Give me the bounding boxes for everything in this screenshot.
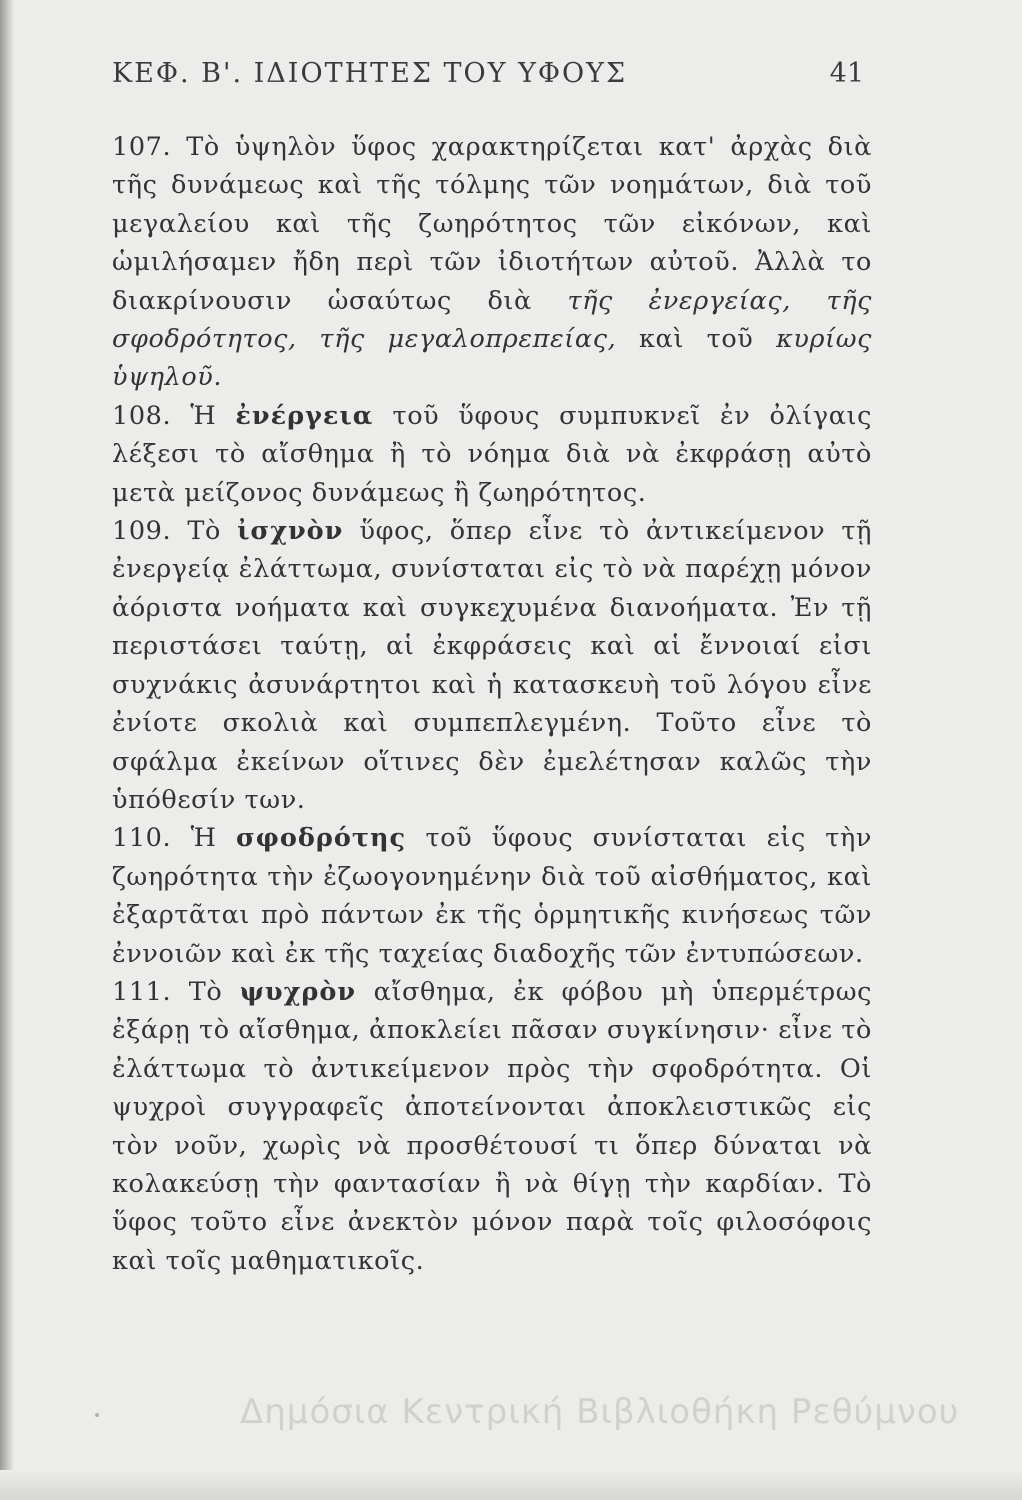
paragraph-107 — [112, 128, 872, 397]
scan-speck — [95, 1413, 99, 1417]
italic-text: κυρίως ὑψηλοῦ. — [112, 324, 872, 393]
term-heading: ἰσχνὸν — [237, 516, 344, 547]
paragraph-text: Τὸ — [171, 516, 238, 547]
paragraph-number: 109. — [112, 516, 172, 547]
paragraph-111 — [112, 973, 872, 1280]
paragraph-text: ὕφος, ὅπερ εἶνε τὸ ἀντικείμενον τῇ ἐνεργείᾳ ἐλάττωμα, συνίσταται εἰς τὸ νὰ παρέχῃ μόνον ἀόριστα νοήματα καὶ συγκεχυμένα διανοήματα. Ἐν τῇ περιστάσει ταύτῃ, αἱ ἐκφράσεις καὶ αἱ ἔννοιαί εἰσι συχνάκις ἀσυνάρτητοι καὶ ἡ κατασκευὴ τοῦ λόγου εἶνε ἐνίοτε σκολιὰ καὶ συμπεπλεγμένη. Τοῦτο εἶνε τὸ σφάλμα ἐκείνων οἵτινες δὲν ἐμελέτησαν καλῶς τὴν ὑπόθεσίν των. — [112, 516, 872, 815]
body-text — [112, 128, 872, 1280]
paragraph-109 — [112, 512, 872, 819]
term-heading: ψυχρὸν — [239, 976, 357, 1007]
paragraph-text: τοῦ ὕφους συμπυκνεῖ ἐν ὀλίγαις λέξεσι τὸ αἴσθημα ἢ τὸ νόημα διὰ νὰ ἐκφράσῃ αὐτὸ μετὰ μείζονος δυνάμεως ἢ ζωηρότητος. — [112, 400, 873, 508]
paragraph-number: 111. — [112, 976, 172, 1007]
paragraph-108 — [112, 397, 872, 512]
italic-text: τῆς ἐνεργείας, τῆς σφοδρότητος, τῆς μεγαλοπρεπείας, — [112, 285, 872, 355]
running-header — [112, 58, 864, 98]
paragraph-text: Ἡ — [171, 400, 236, 431]
paragraph-110 — [112, 819, 872, 973]
paragraph-text: τοῦ ὕφους συνίσταται εἰς τὴν ζωηρότητα τὴν ἐζωογονημένην διὰ τοῦ αἰσθήματος, καὶ ἐξαρτᾶται πρὸ πάντων ἐκ τῆς ὁρμητικῆς κινήσεως τῶν ἐννοιῶν καὶ ἐκ τῆς ταχείας διαδοχῆς τῶν ἐντυπώσεων. — [112, 823, 872, 969]
library-watermark: Δημόσια Κεντρική Βιβλιοθήκη Ρεθύμνου — [240, 1392, 960, 1432]
term-heading: ἐνέργεια — [235, 400, 374, 431]
paragraph-number: 107. — [112, 132, 172, 162]
paragraph-number: 110. — [112, 823, 172, 854]
paragraph-text: καὶ τοῦ — [616, 324, 777, 355]
paragraph-text: αἴσθημα, ἐκ φόβου μὴ ὑπερμέτρως ἐξάρῃ τὸ αἴσθημα, ἀποκλείει πᾶσαν συγκίνησιν· εἶνε τὸ ἐλάττωμα τὸ ἀντικείμενον πρὸς τὴν σφοδρότητα. Οἱ ψυχροὶ συγγραφεῖς ἀποτείνονται ἀποκλειστικῶς εἰς τὸν νοῦν, χωρὶς νὰ προσθέτουσί τι ὅπερ δύναται νὰ κολακεύσῃ τὴν φαντασίαν ἢ νὰ θίγῃ τὴν καρδίαν. Τὸ ὕφος τοῦτο εἶνε ἀνεκτὸν μόνον παρὰ τοῖς φιλοσόφοις καὶ τοῖς μαθηματικοῖς. — [112, 976, 872, 1276]
paragraph-text: Ἡ — [171, 823, 236, 854]
paragraph-text: Τὸ — [171, 976, 240, 1007]
paragraph-number: 108. — [112, 400, 172, 431]
binding-shadow — [0, 0, 14, 1500]
paragraph-text: Τὸ ὑψηλὸν ὕφος χαρακτηρίζεται κατ' ἀρχὰς διὰ τῆς δυνάμεως καὶ τῆς τόλμης τῶν νοημάτων, διὰ τοῦ μεγαλείου καὶ τῆς ζωηρότητος τῶν εἰκόνων, καὶ ὡμιλήσαμεν ἤδη περὶ τῶν ἰδιοτήτων αὐτοῦ. Ἀλλὰ το διακρίνουσιν ὡσαύτως διὰ — [112, 132, 872, 316]
chapter-title: ΚΕΦ. Β'. ΙΔΙΟΤΗΤΕΣ ΤΟΥ ΥΦΟΥΣ — [112, 58, 628, 89]
term-heading: σφοδρότης — [235, 823, 407, 854]
page-number: 41 — [829, 58, 864, 89]
bottom-shade — [0, 1470, 1022, 1500]
